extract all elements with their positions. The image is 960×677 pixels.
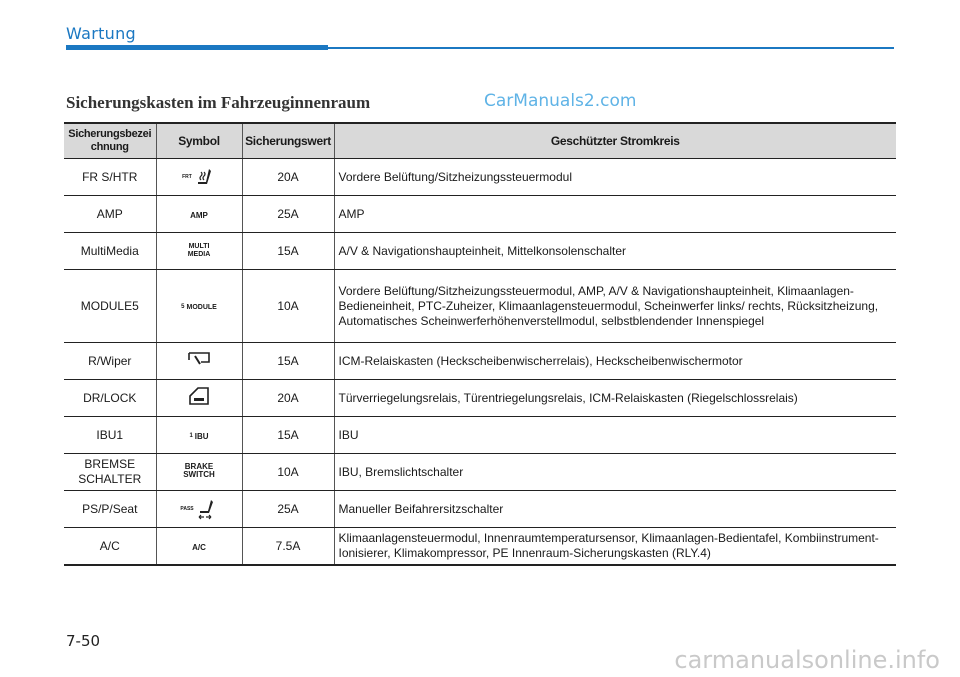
fuse-table (64, 122, 896, 566)
fuse-value: 20A (242, 159, 334, 196)
col-header-symbol: Symbol (156, 123, 242, 159)
fuse-value: 15A (242, 417, 334, 454)
fuse-symbol (156, 491, 242, 528)
fuse-name: PS/P/Seat (64, 491, 156, 528)
table-row (64, 380, 896, 417)
fuse-symbol: AMP (156, 196, 242, 233)
watermark-top: CarManuals2.com (484, 91, 637, 111)
table-row (64, 196, 896, 233)
col-header-value: Sicherungswert (242, 123, 334, 159)
table-row (64, 417, 896, 454)
fuse-circuit: ICM-Relaiskasten (Heckscheibenwischerrelais), Heckscheibenwischermotor (334, 343, 896, 380)
fuse-name: IBU1 (64, 417, 156, 454)
fuse-circuit: A/V & Navigationshaupteinheit, Mittelkonsolenschalter (334, 233, 896, 270)
table-row (64, 491, 896, 528)
fuse-symbol (156, 159, 242, 196)
fuse-name: DR/LOCK (64, 380, 156, 417)
fuse-value: 15A (242, 343, 334, 380)
header-rule (328, 47, 894, 49)
fuse-circuit: Vordere Belüftung/Sitzheizungssteuermodul (334, 159, 896, 196)
symbol-sup: 1 (189, 433, 193, 439)
fuse-value: 10A (242, 454, 334, 491)
fuse-value: 20A (242, 380, 334, 417)
fuse-name: A/C (64, 528, 156, 566)
fuse-circuit: Klimaanlagensteuermodul, Innenraumtemperatursensor, Klimaanlagen-Bedientafel, Kombiinstrument-Ionisierer, Klimakompressor, PE Innenraum-Sicherungskasten (RLY.4) (334, 528, 896, 566)
table-row (64, 233, 896, 270)
fuse-name: R/Wiper (64, 343, 156, 380)
symbol-line1: MULTI (188, 242, 210, 250)
fuse-circuit: Manueller Beifahrersitzschalter (334, 491, 896, 528)
fuse-value: 15A (242, 233, 334, 270)
table-row (64, 454, 896, 491)
fuse-symbol (156, 454, 242, 491)
rear-wiper-icon (187, 350, 211, 368)
table-row (64, 343, 896, 380)
fuse-symbol (156, 343, 242, 380)
col-header-name-line1: Sicherungsbezei (68, 128, 152, 140)
col-header-name (64, 123, 156, 159)
table-row (64, 528, 896, 566)
fuse-circuit: Vordere Belüftung/Sitzheizungssteuermodul, AMP, A/V & Navigationshaupteinheit, Klimaanlagen-Bedieneinheit, PTC-Zuheizer, Klimaanlagensteuermodul, Scheinwerfer links/ rechts, Rücksitzheizung, Automatisches Scheinwerferhöhenverstellmodul, selbstblendender Innenspiegel (334, 270, 896, 343)
fuse-circuit: IBU (334, 417, 896, 454)
fuse-circuit: IBU, Bremslichtschalter (334, 454, 896, 491)
fuse-name-line2: SCHALTER (78, 472, 142, 486)
fuse-symbol (156, 380, 242, 417)
door-lock-icon (188, 386, 210, 406)
symbol-line2: MEDIA (187, 250, 211, 258)
fuse-symbol: A/C (156, 528, 242, 566)
fuse-value: 7.5A (242, 528, 334, 566)
seat-heater-icon (194, 167, 216, 187)
symbol-label: IBU (194, 431, 209, 441)
fuse-value: 10A (242, 270, 334, 343)
fuse-name: MultiMedia (64, 233, 156, 270)
fuse-name: FR S/HTR (64, 159, 156, 196)
page-number: 7-50 (66, 632, 101, 650)
fuse-value: 25A (242, 491, 334, 528)
fuse-circuit: Türverriegelungsrelais, Türentriegelungsrelais, ICM-Relaiskasten (Riegelschlossrelais) (334, 380, 896, 417)
col-header-name-line2: chnung (90, 141, 129, 153)
symbol-line1: BRAKE (184, 462, 214, 471)
page-heading: Sicherungskasten im Fahrzeuginnenraum (66, 93, 371, 112)
col-header-circuit: Geschützter Stromkreis (334, 123, 896, 159)
fuse-name: AMP (64, 196, 156, 233)
symbol-sup: 5 (181, 304, 185, 310)
header-rule-accent (66, 45, 328, 50)
fuse-value: 25A (242, 196, 334, 233)
symbol-line2: SWITCH (183, 470, 215, 479)
table-header-row (64, 123, 896, 159)
power-seat-icon (196, 498, 218, 520)
watermark-bottom: carmanualsonline.info (674, 646, 940, 674)
fuse-name-line1: BREMSE (84, 457, 136, 471)
fuse-symbol (156, 417, 242, 454)
symbol-label: FRT (182, 173, 192, 180)
symbol-label: MODULE (186, 303, 217, 311)
symbol-label: PASS (180, 505, 194, 512)
fuse-symbol (156, 233, 242, 270)
table-row (64, 159, 896, 196)
fuse-name: MODULE5 (64, 270, 156, 343)
fuse-name (64, 454, 156, 491)
fuse-circuit: AMP (334, 196, 896, 233)
section-title: Wartung (66, 24, 136, 43)
fuse-symbol (156, 270, 242, 343)
table-row (64, 270, 896, 343)
